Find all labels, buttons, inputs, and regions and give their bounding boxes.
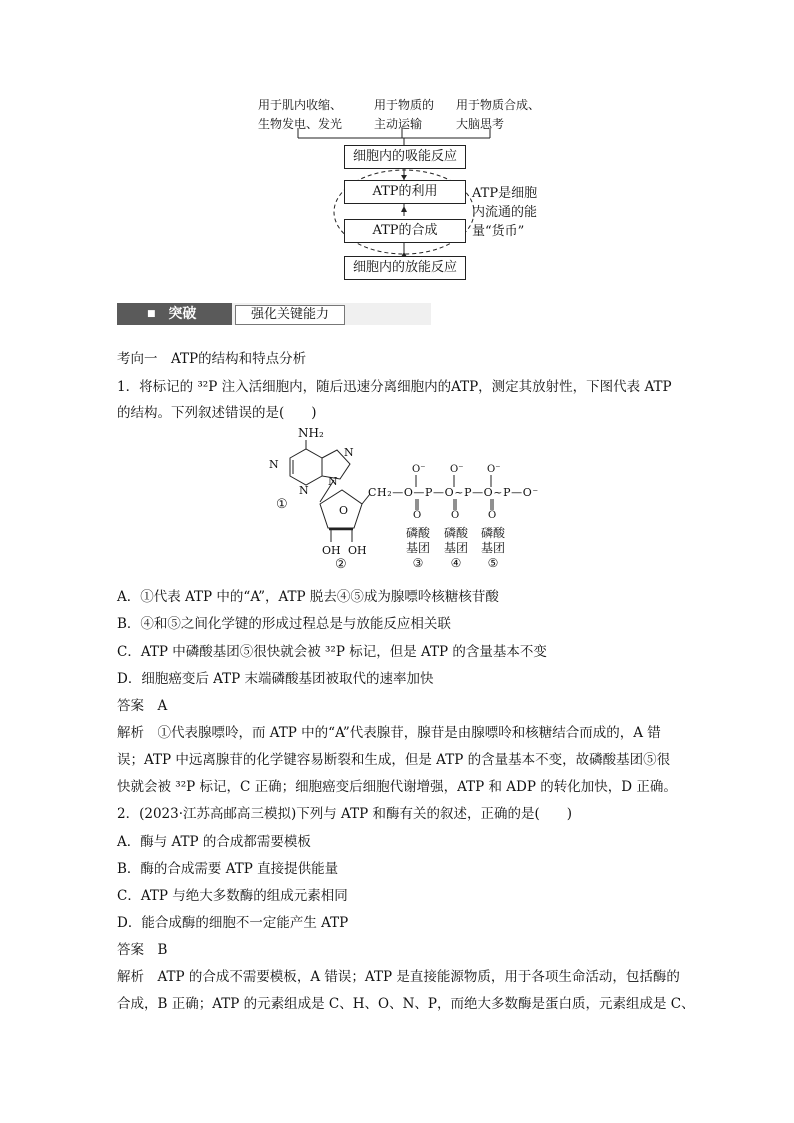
- label-adenine: ①: [276, 497, 288, 512]
- section-header-dark: [117, 303, 232, 325]
- usage-label-line: 生物发电、发光: [258, 117, 343, 131]
- topic-heading: 考向一 ATP的结构和特点分析: [117, 351, 307, 367]
- group-label-line: 磷酸: [405, 526, 430, 540]
- group-label-line: 基团: [480, 541, 505, 555]
- group-label-line: ③: [412, 556, 424, 570]
- q1-analysis-line: 解析 ①代表腺嘌呤，而 ATP 中的“A”代表腺苷，腺苷是由腺嘌呤和核糖结合而成的，A 错: [117, 725, 661, 741]
- phosphate-o: O: [488, 510, 497, 521]
- ring-n-label: N: [328, 475, 338, 488]
- q2-answer: 答案 B: [117, 942, 168, 958]
- box-exergonic: 细胞内的放能反应: [344, 256, 466, 280]
- ring-n-label: N: [299, 484, 309, 497]
- oh-label: OH: [322, 544, 341, 557]
- q2-analysis-line: 解析 ATP 的合成不需要模板，A 错误；ATP 是直接能源物质，用于各项生命活动，包括酶的: [117, 969, 680, 985]
- q1-option-c: C．ATP 中磷酸基团⑤很快就会被 ³²P 标记，但是 ATP 的含量基本不变: [117, 644, 547, 660]
- q1-option-d: D．细胞癌变后 ATP 末端磷酸基团被取代的速率加快: [117, 671, 434, 687]
- phosphate-o: O: [413, 510, 422, 521]
- q2-option-b: B．酶的合成需要 ATP 直接提供能量: [117, 861, 339, 877]
- q1-analysis-line: 快就会被 ³²P 标记，C 正确；细胞癌变后细胞代谢增强，ATP 和 ADP 的转化加快，D 正确。: [117, 779, 677, 795]
- q1-answer: 答案 A: [117, 698, 168, 714]
- q2-stem: 2．(2023·江苏高邮高三模拟)下列与 ATP 和酶有关的叙述，正确的是( ): [117, 806, 572, 822]
- group-label-line: 基团: [405, 541, 430, 555]
- square-icon: ■: [147, 309, 156, 319]
- q1-option-b: B．④和⑤之间化学键的形成过程总是与放能反应相关联: [117, 616, 451, 632]
- phosphate-o-minus: O⁻: [450, 464, 464, 475]
- group-label-line: 磷酸: [480, 526, 505, 540]
- usage-label-line: 大脑思考: [456, 117, 505, 131]
- q1-analysis-line: 误；ATP 中远离腺苷的化学键容易断裂和生成，但是 ATP 的含量基本不变，故磷酸基团⑤很: [117, 752, 671, 768]
- group-label-3: [403, 526, 433, 571]
- group-label-line: ④: [450, 556, 462, 570]
- nh2-label: NH₂: [298, 426, 324, 440]
- section-title: 突破: [168, 306, 197, 322]
- label-ribose: ②: [335, 557, 347, 572]
- group-label-4: [441, 526, 471, 571]
- q2-analysis-line: 合成，B 正确；ATP 的元素组成是 C、H、O、N、P，而绝大多数酶是蛋白质，元素组成是 C、: [117, 996, 695, 1012]
- phosphate-o-minus: O⁻: [487, 464, 501, 475]
- group-label-5: [478, 526, 508, 571]
- usage-label-line: 用于物质合成、: [456, 98, 541, 112]
- box-atp-usage: ATP的利用: [344, 180, 466, 204]
- box-endergonic: 细胞内的吸能反应: [344, 145, 466, 169]
- note-line: 内流通的能: [472, 205, 538, 220]
- usage-label-line: 用于物质的: [374, 98, 435, 112]
- ring-n-label: N: [269, 458, 279, 471]
- phosphate-o: O: [451, 510, 460, 521]
- atp-structure-figure: [262, 424, 539, 574]
- q1-stem-line2: 的结构。下列叙述错误的是( ): [117, 405, 317, 421]
- currency-note: [472, 184, 537, 241]
- q2-option-d: D．能合成酶的细胞不一定能产生 ATP: [117, 915, 349, 931]
- phosphate-o-minus: O⁻: [412, 464, 426, 475]
- note-line: 量“货币”: [472, 224, 525, 239]
- box-atp-synthesis: ATP的合成: [344, 219, 466, 243]
- oh-label: OH: [348, 544, 367, 557]
- q2-option-c: C．ATP 与绝大多数酶的组成元素相同: [117, 888, 348, 904]
- note-line: ATP是细胞: [472, 186, 538, 201]
- usage-label-line: 用于肌内收缩、: [258, 98, 343, 112]
- q2-option-a: A．酶与 ATP 的合成都需要模板: [117, 834, 311, 850]
- ring-n-label: N: [344, 446, 354, 459]
- group-label-line: ⑤: [487, 556, 499, 570]
- section-subtitle: 强化关键能力: [235, 305, 345, 325]
- ring-o-label: O: [339, 504, 349, 517]
- usage-label-line: 主动运输: [374, 117, 423, 131]
- q1-stem-line1: 1．将标记的 ³²P 注入活细胞内，随后迅速分离细胞内的ATP，测定其放射性，下图代表 ATP: [117, 379, 672, 395]
- q1-option-a: A．①代表 ATP 中的“A”，ATP 脱去④⑤成为腺嘌呤核糖核苷酸: [117, 589, 499, 605]
- group-label-line: 磷酸: [443, 526, 468, 540]
- group-label-line: 基团: [443, 541, 468, 555]
- phosphate-chain: CH₂—O—P—O~P—O~P—O⁻: [368, 486, 539, 499]
